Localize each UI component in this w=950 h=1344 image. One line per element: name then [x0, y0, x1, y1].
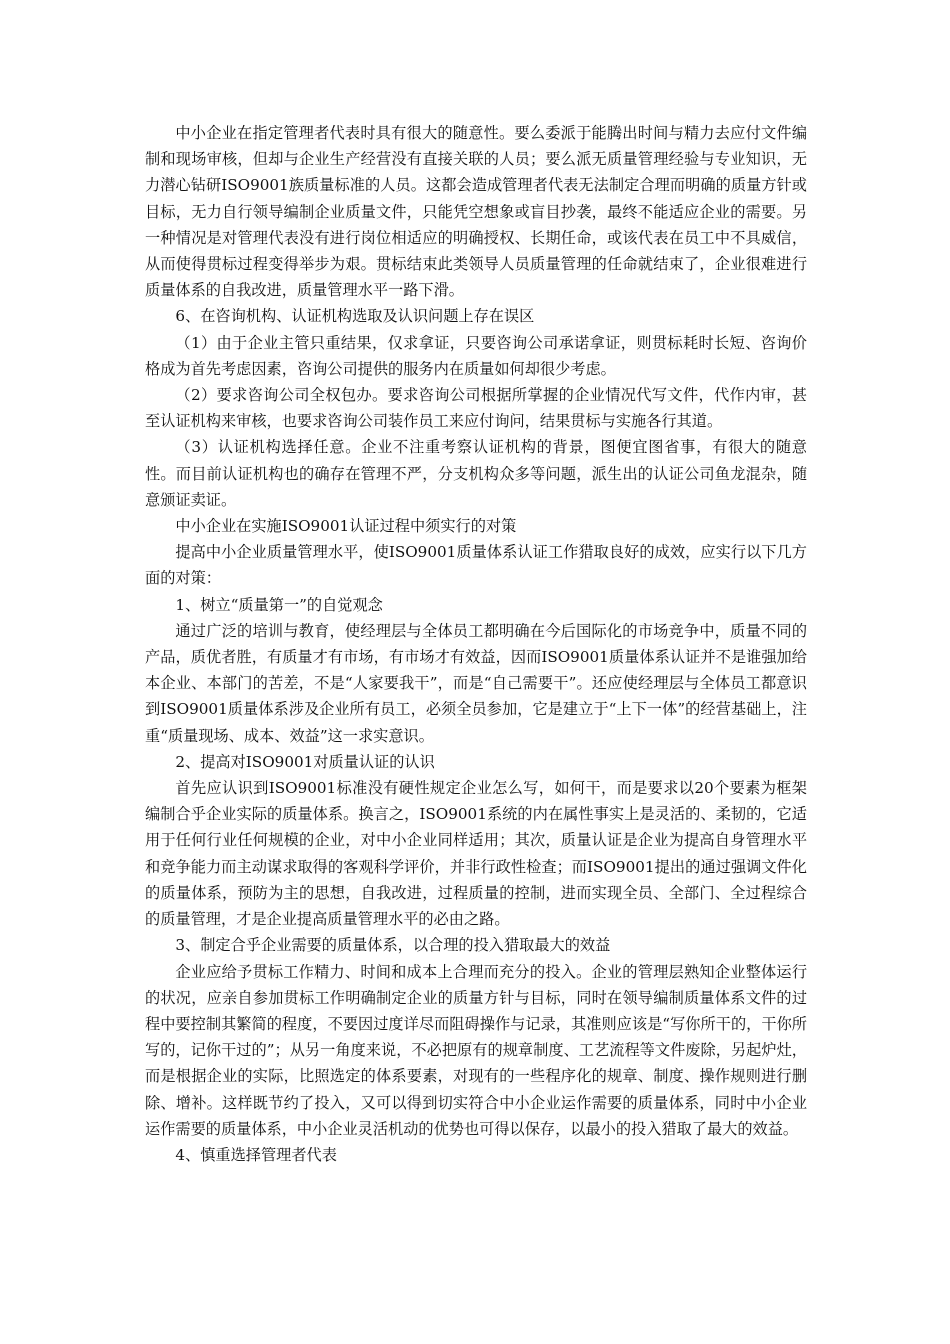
paragraph-item-3: （3）认证机构选择任意。企业不注重考察认证机构的背景，图便宜图省事，有很大的随意性。而目前认证机构也的确存在管理不严，分支机构众多等问题，派生出的认证公司鱼龙混杂，随意颁证卖证。 — [145, 438, 807, 509]
heading-iso-understanding: 2、提高对ISO9001对质量认证的认识 — [175, 752, 435, 771]
paragraph-quality-first: 通过广泛的培训与教育，使经理层与全体员工都明确在今后国际化的市场竞争中，质量不同的产品，质优者胜，有质量才有市场，有市场才有效益，因而ISO9001质量体系认证并不是谁强加给本企业、本部门的苦差，不是“人家要我干”，而是“自己需要干”。还应使经理层与全体员工都意识到ISO9001质量体系涉及企业所有员工，必须全员参加，它是建立于“上下一体”的经营基础上，注重“质量现场、成本、效益”这一求实意识。 — [145, 621, 807, 745]
paragraph-management-representative-issue: 中小企业在指定管理者代表时具有很大的随意性。要么委派于能腾出时间与精力去应付文件编制和现场审核，但却与企业生产经营没有直接关联的人员；要么派无质量管理经验与专业知识，无力潜心钻研ISO9001族质量标准的人员。这都会造成管理者代表无法制定合理而明确的质量方针或目标，无力自行领导编制企业质量文件，只能凭空想象或盲目抄袭，最终不能适应企业的需要。另一种情况是对管理代表没有进行岗位相适应的明确授权、长期任命，或该代表在员工中不具威信，从而使得贯标过程变得举步为艰。贯标结束此类领导人员质量管理的任命就结束了，企业很难进行质量体系的自我改进，质量管理水平一路下滑。 — [145, 124, 807, 300]
heading-countermeasures: 中小企业在实施ISO9001认证过程中须实行的对策 — [175, 517, 517, 536]
heading-quality-first: 1、树立“质量第一”的自觉观念 — [175, 595, 383, 614]
paragraph-quality-system: 企业应给予贯标工作精力、时间和成本上合理而充分的投入。企业的管理层熟知企业整体运行的状况，应亲自参加贯标工作明确制定企业的质量方针与目标，同时在领导编制质量体系文件的过程中要控制其繁简的程度，不要因过度详尽而阻碍操作与记录，其准则应该是“写你所干的，干你所写的，记你干过的”；从另一角度来说，不必把原有的规章制度、工艺流程等文件废除，另起炉灶，而是根据企业的实际，比照选定的体系要素，对现有的一些程序化的规章、制度、操作规则进行删除、增补。这样既节约了投入，又可以得到切实符合中小企业运作需要的质量体系，同时中小企业运作需要的质量体系，中小企业灵活机动的优势也可得以保存，以最小的投入猎取了最大的效益。 — [145, 962, 807, 1138]
paragraph-countermeasures-intro: 提高中小企业质量管理水平，使ISO9001质量体系认证工作猎取良好的成效，应实行以下几方面的对策： — [145, 543, 807, 588]
paragraph-item-2: （2）要求咨询公司全权包办。要求咨询公司根据所掌握的企业情况代写文件，代作内审，甚至认证机构来审核，也要求咨询公司装作员工来应付询问，结果贯标与实施各行其道。 — [145, 386, 807, 431]
heading-select-representative: 4、慎重选择管理者代表 — [175, 1145, 337, 1164]
heading-consulting-certification-misconceptions: 6、在咨询机构、认证机构选取及认识问题上存在误区 — [175, 307, 535, 326]
paragraph-item-1: （1）由于企业主管只重结果，仅求拿证，只要咨询公司承诺拿证，则贯标耗时长短、咨询价格成为首先考虑因素，咨询公司提供的服务内在质量如何却很少考虑。 — [145, 333, 807, 378]
heading-quality-system: 3、制定合乎企业需要的质量体系，以合理的投入猎取最大的效益 — [175, 936, 611, 955]
paragraph-iso-understanding: 首先应认识到ISO9001标准没有硬性规定企业怎么写，如何干，而是要求以20个要素为框架编制合乎企业实际的质量体系。换言之，ISO9001系统的内在属性事实上是灵活的、柔韧的，它适用于任何行业任何规模的企业，对中小企业同样适用；其次，质量认证是企业为提高自身管理水平和竞争能力而主动谋求取得的客观科学评价，并非行政性检查；而ISO9001提出的通过强调文件化的质量体系，预防为主的思想，自我改进，过程质量的控制，进而实现全员、全部门、全过程综合的质量管理，才是企业提高质量管理水平的必由之路。 — [145, 779, 807, 929]
document-page — [145, 120, 807, 1168]
